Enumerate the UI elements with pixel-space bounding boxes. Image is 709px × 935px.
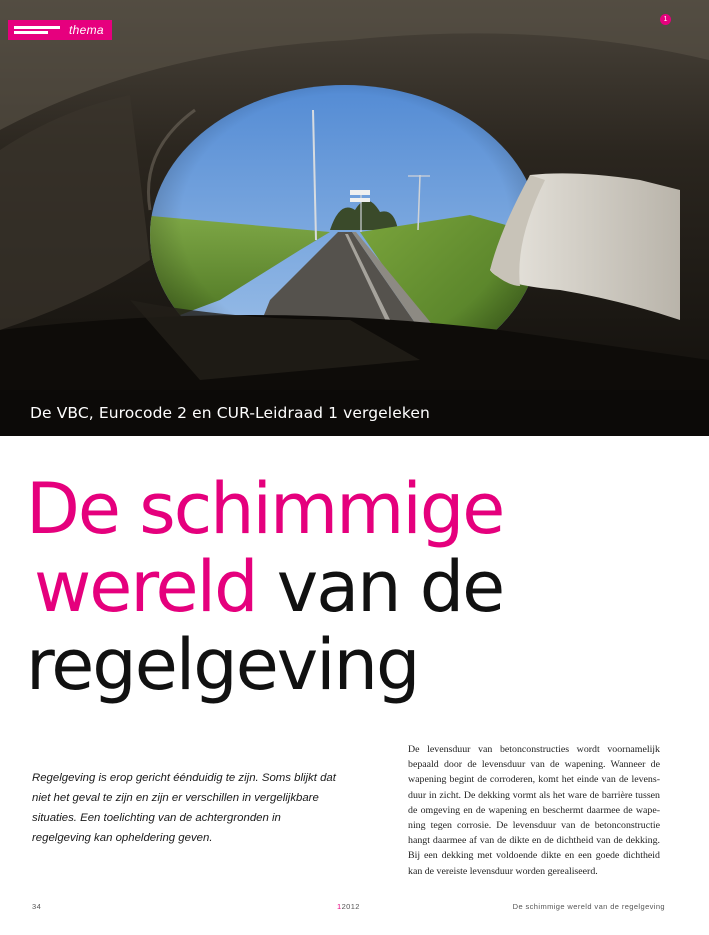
body-line: bepaald door de levensduur van de wapening. Wanneer de <box>408 759 660 771</box>
body-line: ning tegen corrosie. De levensduur van de betonconstructie <box>408 820 660 832</box>
body-line: hangt daarmee af van de dikte en de dichtheid van de dekking. <box>408 835 660 847</box>
issue-footer <box>337 902 360 911</box>
body-line: De levensduur van betonconstructies wordt voornamelijk <box>408 744 660 755</box>
body-text <box>408 742 660 879</box>
lead-paragraph: Regelgeving is erop gericht éénduidig te zijn. Soms blijkt dat niet het geval te zijn en zijn er verschillen in vergelijkbare situaties. Een toelichting van de achtergronden in regelgeving kan opheldering geven. <box>32 772 336 844</box>
body-line: kan de vereiste levensduur worden gerealiseerd. <box>408 865 598 877</box>
headline-line-2 <box>26 548 706 626</box>
tunnel-photo <box>0 0 709 436</box>
issue-number: 1 <box>337 902 342 911</box>
page-number: 34 <box>32 902 42 911</box>
body-line: duur in zicht. De dekking vormt als het ware de barrière tussen <box>408 789 660 801</box>
magazine-logo <box>8 20 66 40</box>
headline-accent-word: wereld <box>34 546 257 628</box>
article-headline <box>26 470 706 704</box>
hero-photo <box>0 0 709 436</box>
issue-badge: 1 <box>660 14 671 25</box>
body-line: Bij een dekking met voldoende dikte en een goede dichtheid <box>408 850 660 862</box>
running-title: De schimmige wereld van de regelgeving <box>512 902 665 911</box>
issue-year: 2012 <box>341 902 360 911</box>
headline-line-2-rest: van de <box>256 546 504 628</box>
masthead <box>8 20 112 40</box>
section-label: thema <box>66 20 112 40</box>
headline-line-3: regelgeving <box>26 624 419 706</box>
body-line: de omgeving en de wapening en beschermt daarmee de wape- <box>408 804 660 816</box>
kicker: De VBC, Eurocode 2 en CUR-Leidraad 1 vergeleken <box>30 404 430 422</box>
headline-line-1: De schimmige <box>26 468 504 550</box>
body-line: wapening begint de corroderen, komt het einde van de levens- <box>408 774 660 786</box>
